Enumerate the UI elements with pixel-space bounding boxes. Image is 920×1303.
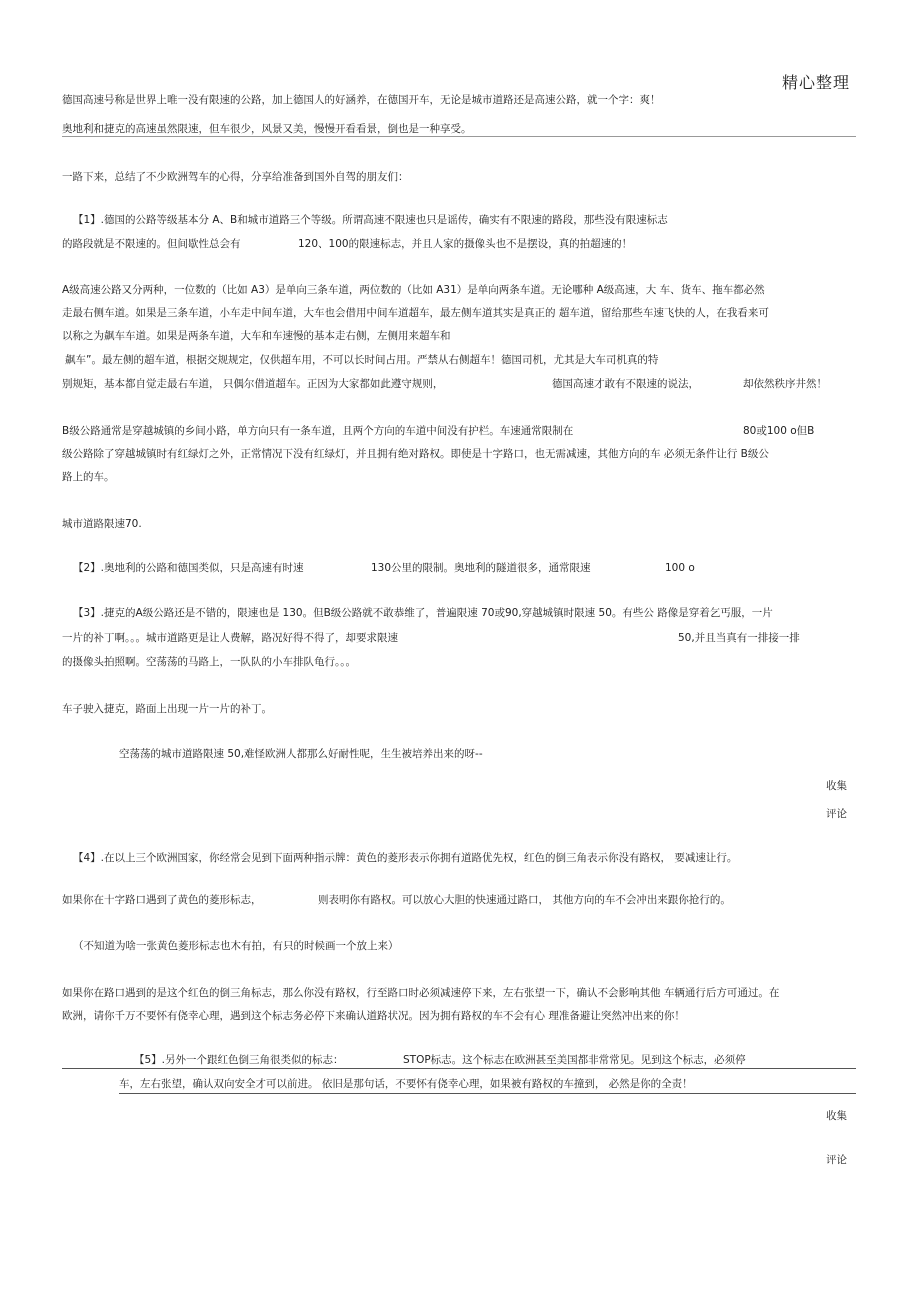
divider xyxy=(62,1068,856,1069)
section-4-p4-line-2: 欧洲，请你千万不要怀有侥幸心理，遇到这个标志务必停下来确认道路状况。因为拥有路权的车不会有心 理准备避让突然冲出来的你！ xyxy=(62,1010,685,1022)
divider xyxy=(62,136,856,137)
comment-link-1[interactable]: 评论 xyxy=(826,808,847,820)
a-road-line-2: 走最右侧车道。如果是三条车道，小车走中间车道，大车也会借用中间车道超车，最左侧车道其实是真正的 超车道，留给那些车速飞快的人，在我看来可 xyxy=(62,307,769,319)
a-road-line-3: 以称之为飙车车道。如果是两条车道，大车和车速慢的基本走右侧，左侧用来超车和 xyxy=(62,330,451,342)
b-road-line-3: 路上的车。 xyxy=(62,471,115,483)
section-4-p2a: 如果你在十字路口遇到了黄色的菱形标志， xyxy=(62,894,262,906)
photo-caption-2: 空荡荡的城市道路限速 50,难怪欧洲人都那么好耐性呢，生生被培养出来的呀-- xyxy=(119,748,483,760)
section-4-note: （不知道为啥一张黄色菱形标志也木有拍，有只的时候画一个放上来） xyxy=(73,940,399,952)
page-header: 精心整理 xyxy=(781,73,850,92)
section-3-line-2b: 50,并且当真有一排接一排 xyxy=(678,632,800,644)
city-speed-limit: 城市道路限速70. xyxy=(62,518,142,530)
section-4-p2b: 则表明你有路权。可以放心大胆的快速通过路口， 其他方向的车不会冲出来跟你抢行的。 xyxy=(318,894,731,906)
a-road-line-5b: 德国高速才敢有不限速的说法， xyxy=(552,378,699,390)
b-road-line-1a: B级公路通常是穿越城镇的乡间小路，单方向只有一条车道，且两个方向的车道中间没有护栏。车速通常限制在 xyxy=(62,425,574,437)
collect-link-1[interactable]: 收集 xyxy=(826,780,847,792)
section-3-line-3: 的摄像头拍照啊。空荡荡的马路上，一队队的小车排队龟行。。。 xyxy=(62,656,356,668)
comment-link-2[interactable]: 评论 xyxy=(826,1154,847,1166)
section-5-line-2: 车，左右张望，确认双向安全才可以前进。 依旧是那句话，不要怀有侥幸心理，如果被有路权的车撞到， 必然是你的全责！ xyxy=(119,1078,693,1090)
collect-link-2[interactable]: 收集 xyxy=(826,1110,847,1122)
divider xyxy=(119,1093,856,1094)
intro-line-1: 德国高速号称是世界上唯一没有限速的公路，加上德国人的好涵养，在德国开车，无论是城市道路还是高速公路，就一个字：爽！ xyxy=(62,94,661,106)
section-3-line-1: 【3】.捷克的A级公路还是不错的，限速也是 130。但B级公路就不敢恭维了，普遍限速 70或90,穿越城镇时限速 50。有些公 路像是穿着乞丐服，一片 xyxy=(73,607,773,619)
section-2-b: 130公里的限制。奥地利的隧道很多，通常限速 xyxy=(371,562,591,574)
section-1-line-2b: 120、100的限速标志，并且人家的摄像头也不是摆设，真的拍超速的！ xyxy=(298,238,633,250)
section-1-line-1: 【1】.德国的公路等级基本分 A、B和城市道路三个等级。所谓高速不限速也只是谣传，确实有不限速的路段，那些没有限速标志 xyxy=(73,214,668,226)
b-road-line-2: 级公路除了穿越城镇时有红绿灯之外，正常情况下没有红绿灯，并且拥有绝对路权。即使是十字路口，也无需减速，其他方向的车 必须无条件让行 B级公 xyxy=(62,448,769,460)
section-5-a: 【5】.另外一个跟红色倒三角很类似的标志： xyxy=(134,1054,344,1066)
section-4-p4-line-1: 如果你在路口遇到的是这个红色的倒三角标志，那么你没有路权，行至路口时必须减速停下来，左右张望一下，确认不会影响其他 车辆通行后方可通过。在 xyxy=(62,987,780,999)
section-4-line-1: 【4】.在以上三个欧洲国家，你经常会见到下面两种指示牌：黄色的菱形表示你拥有道路优先权，红色的倒三角表示你没有路权， 要减速让行。 xyxy=(73,852,738,864)
section-5-b: STOP标志。这个标志在欧洲甚至美国都非常常见。见到这个标志，必须停 xyxy=(403,1054,746,1066)
section-3-line-2a: 一片的补丁啊。。。城市道路更是让人费解，路况好得不得了，却要求限速 xyxy=(62,632,398,644)
photo-caption-1: 车子驶入捷克，路面上出现一片一片的补丁。 xyxy=(62,703,272,715)
section-2-a: 【2】.奥地利的公路和德国类似，只是高速有时速 xyxy=(73,562,304,574)
a-road-line-5a: 别规矩，基本都自觉走最右车道， 只偶尔借道超车。正因为大家都如此遵守规则， xyxy=(62,378,444,390)
a-road-line-5c: 却依然秩序井然！ xyxy=(743,378,827,390)
section-2-c: 100 o xyxy=(665,562,695,574)
intro-line-2: 奥地利和捷克的高速虽然限速，但车很少，风景又美，慢慢开看看景，倒也是一种享受。 xyxy=(62,123,472,135)
a-road-line-1: A级高速公路又分两种，一位数的（比如 A3）是单向三条车道，两位数的（比如 A31）是单向两条车道。无论哪种 A级高速，大 车、货车、拖车都必然 xyxy=(62,284,765,296)
b-road-line-1b: 80或100 o但B xyxy=(743,425,815,437)
a-road-line-4: 飙车”。最左侧的超车道，根据交规规定，仅供超车用，不可以长时间占用。严禁从右侧超车！德国司机，尤其是大车司机真的特 xyxy=(65,354,659,366)
section-1-line-2a: 的路段就是不限速的。但间歇性总会有 xyxy=(62,238,241,250)
summary-line: 一路下来，总结了不少欧洲驾车的心得，分享给准备到国外自驾的朋友们： xyxy=(62,171,409,183)
